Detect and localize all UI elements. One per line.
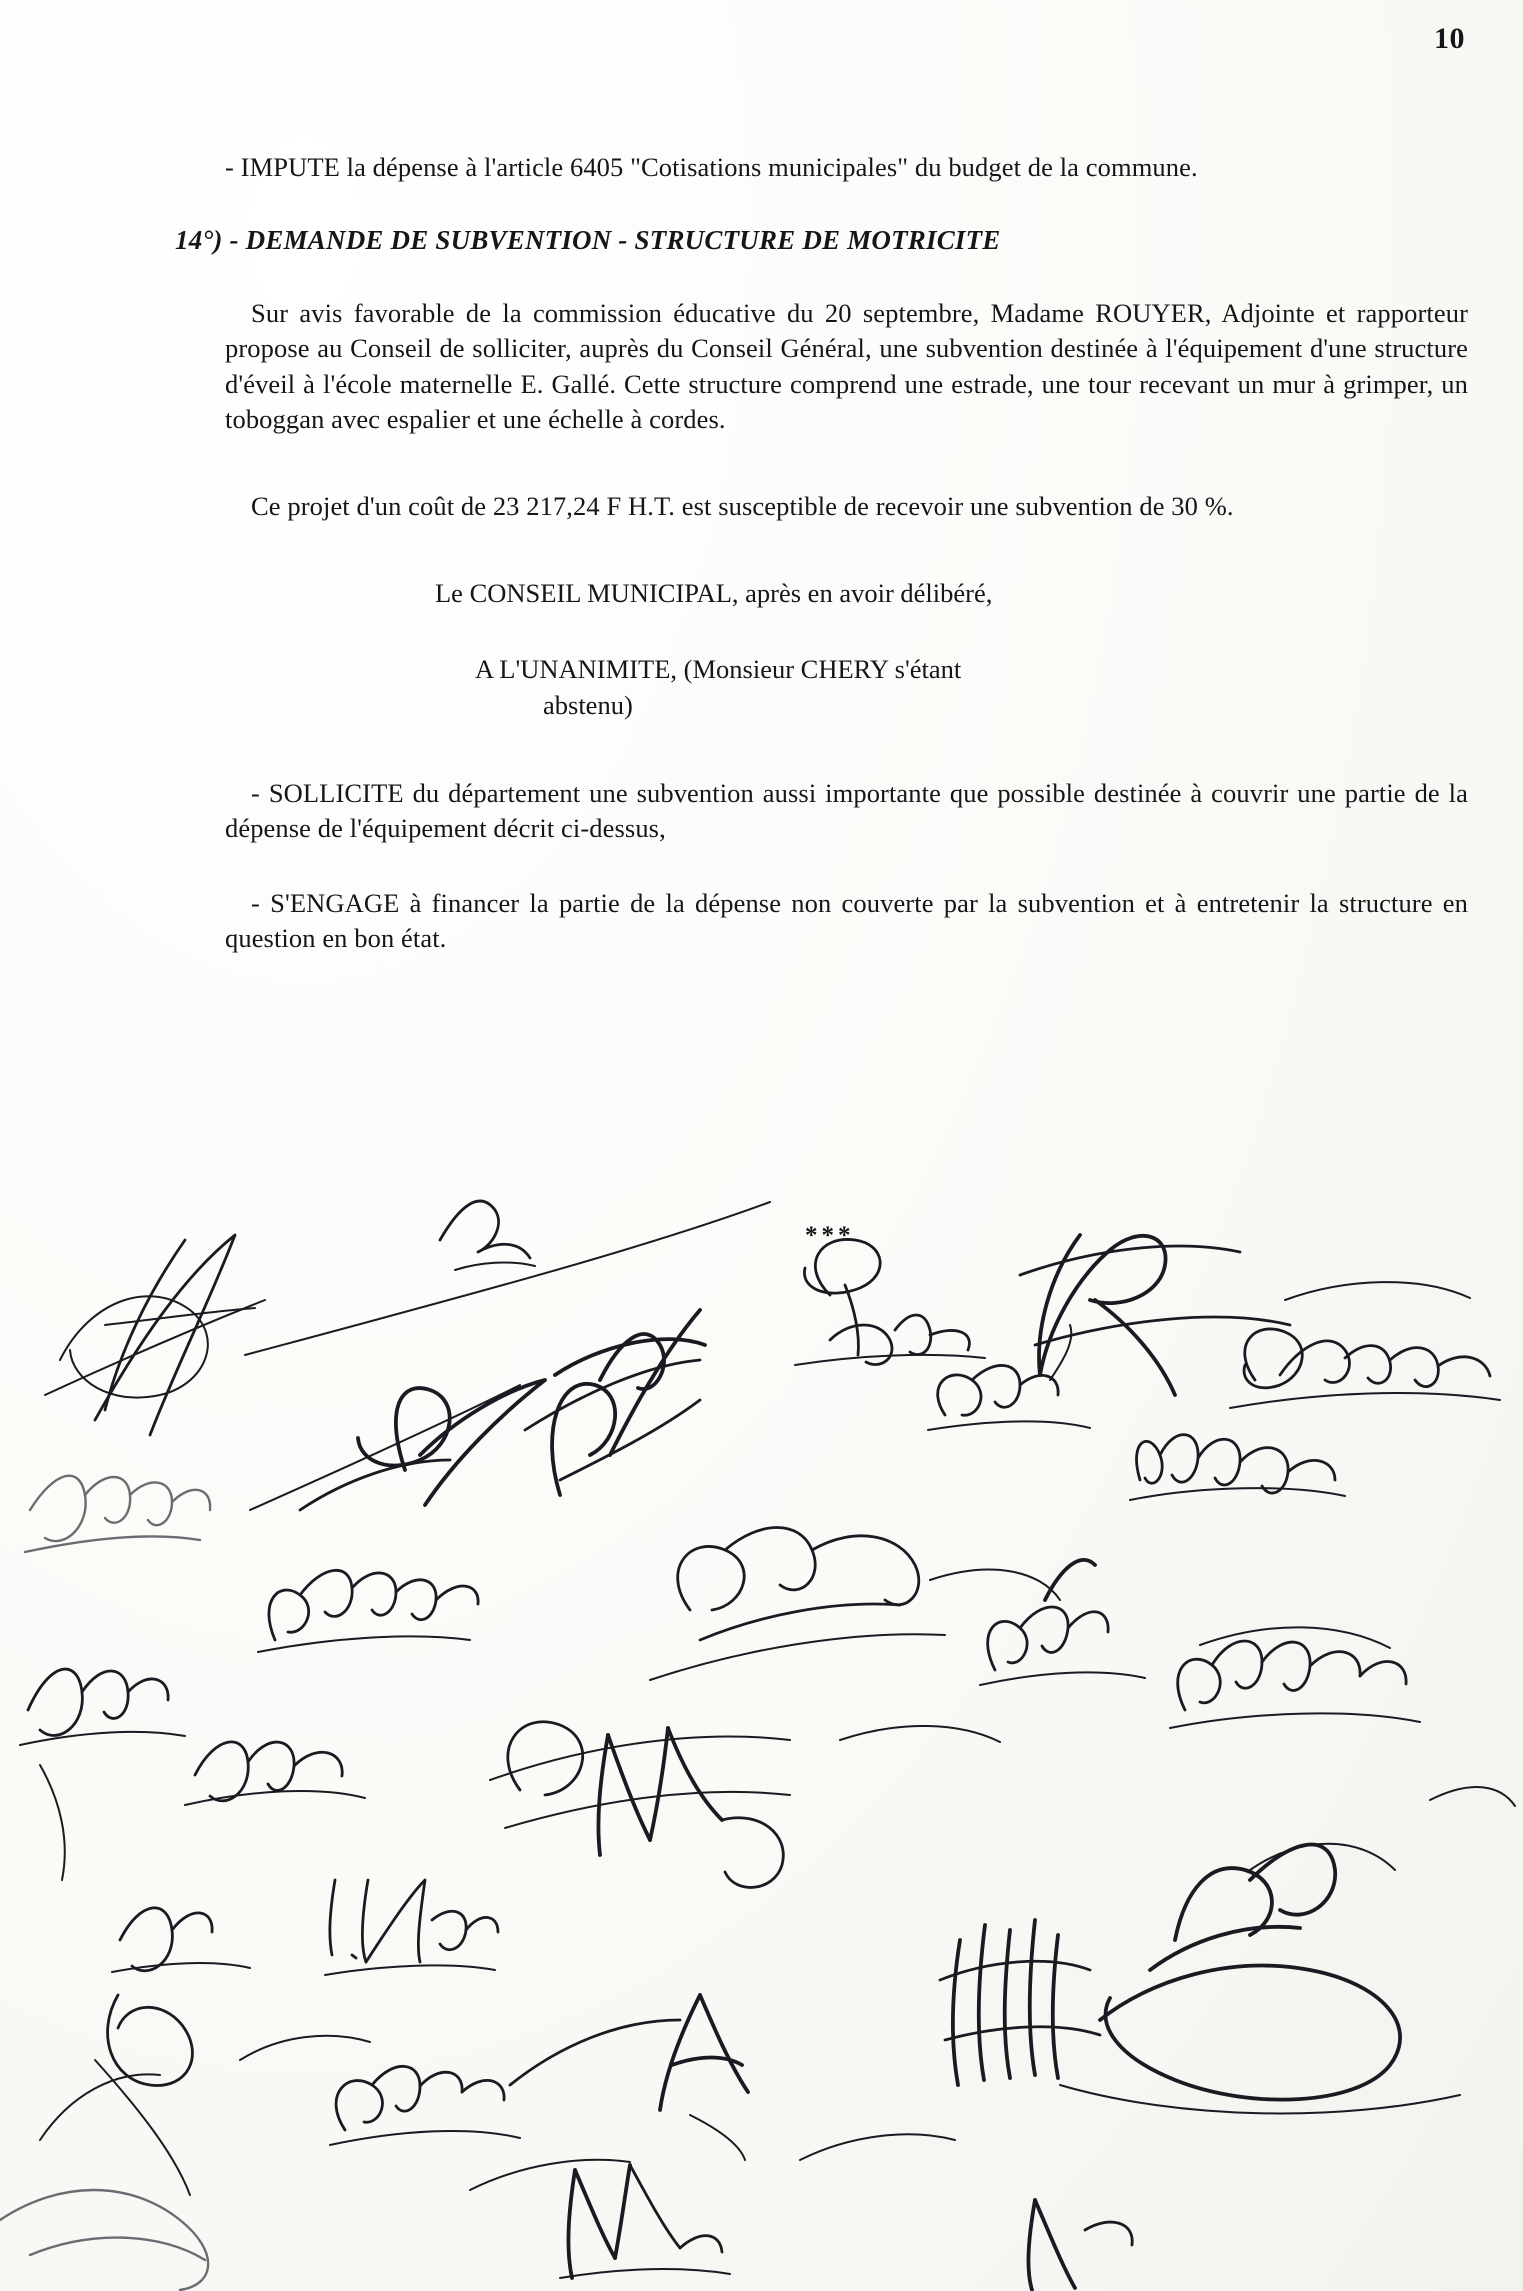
spacer — [225, 256, 1468, 296]
unanimite-line-1: A L'UNANIMITE, (Monsieur CHERY s'étant — [475, 654, 962, 685]
spacer — [225, 437, 1468, 489]
heading-demande-subvention: 14°) - DEMANDE DE SUBVENTION - STRUCTURE DE MOTRICITE — [175, 225, 1001, 256]
spacer — [225, 724, 1468, 776]
spacer — [225, 612, 1468, 652]
paragraph-cout: Ce projet d'un coût de 23 217,24 F H.T. est susceptible de recevoir une subvention de 30 %. — [251, 491, 1234, 522]
paragraph-avis-favorable: Sur avis favorable de la commission éducative du 20 septembre, Madame ROUYER, Adjointe et rapporteur propose au Conseil de solliciter, auprès du Conseil Général, une subvention destinée à l'équipement d'une structure d'éveil à l'école maternelle E. Gallé. Cette structure comprend une estrade, une tour recevant un mur à grimper, un toboggan avec espalier et une échelle à cordes. — [225, 298, 1468, 434]
paragraph-sollicite: - SOLLICITE du département une subvention aussi importante que possible destinée à couvrir une partie de la dépense de l'équipement décrit ci-dessus, — [225, 777, 1468, 843]
spacer — [225, 846, 1468, 886]
page-number: 10 — [1434, 22, 1465, 55]
paragraph-unanimite — [225, 652, 1468, 724]
signatures-block — [0, 1180, 1523, 2291]
paragraph-impute: - IMPUTE la dépense à l'article 6405 "Cotisations municipales" du budget de la commune. — [225, 152, 1198, 182]
document-body — [175, 150, 1468, 957]
unanimite-line-2: abstenu) — [543, 689, 633, 720]
signatures-svg — [0, 1180, 1523, 2291]
spacer — [225, 185, 1468, 225]
paragraph-sengage: - S'ENGAGE à financer la partie de la dépense non couverte par la subvention et à entretenir la structure en question en bon état. — [225, 888, 1468, 954]
paragraph-conseil-municipal: Le CONSEIL MUNICIPAL, après en avoir délibéré, — [435, 578, 993, 609]
section-separator: *** — [805, 1222, 855, 1249]
spacer — [225, 524, 1468, 576]
